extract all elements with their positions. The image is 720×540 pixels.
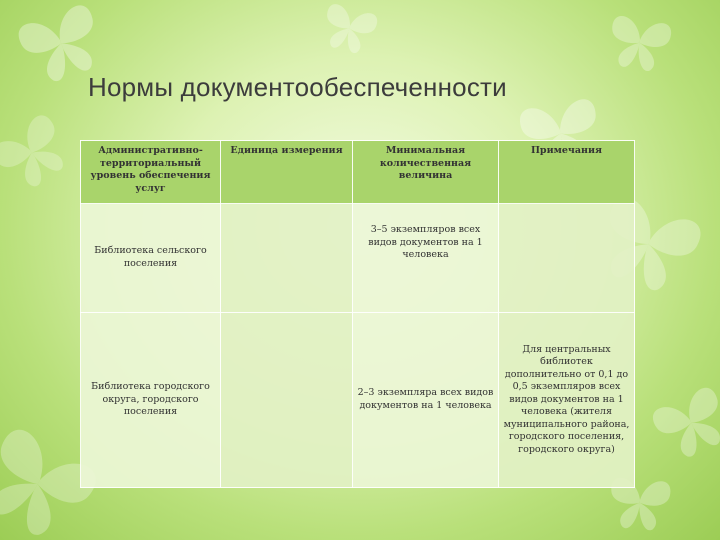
cell-note	[499, 204, 635, 313]
butterfly-icon	[649, 384, 720, 464]
table-header-row	[81, 141, 635, 204]
column-header-level: Административно-территориальный уровень обеспечения услуг	[81, 141, 221, 204]
cell-min: 3–5 экземпляров всех видов документов на 1 человека	[353, 204, 499, 313]
column-header-min: Минимальная количественная величина	[353, 141, 499, 204]
cell-level: Библиотека сельского поселения	[81, 204, 221, 313]
cell-min: 2–3 экземпляра всех видов документов на 1 человека	[353, 313, 499, 488]
cell-unit	[221, 313, 353, 488]
butterfly-icon	[0, 111, 77, 197]
column-header-note: Примечания	[499, 141, 635, 204]
butterfly-icon	[319, 2, 379, 56]
page-title: Нормы документообеспеченности	[88, 72, 507, 102]
table-row	[81, 313, 635, 488]
norms-table	[80, 140, 635, 488]
cell-note: Для центральных библиотек дополнительно от 0,1 до 0,5 экземпляров всех видов документов на 1 человека (жителя муниципального района, городского поселения, городского округа)	[499, 313, 635, 488]
cell-unit	[221, 204, 353, 313]
cell-level: Библиотека городского округа, городского поселения	[81, 313, 221, 488]
table-row	[81, 204, 635, 313]
butterfly-icon	[606, 15, 673, 74]
column-header-unit: Единица измерения	[221, 141, 353, 204]
